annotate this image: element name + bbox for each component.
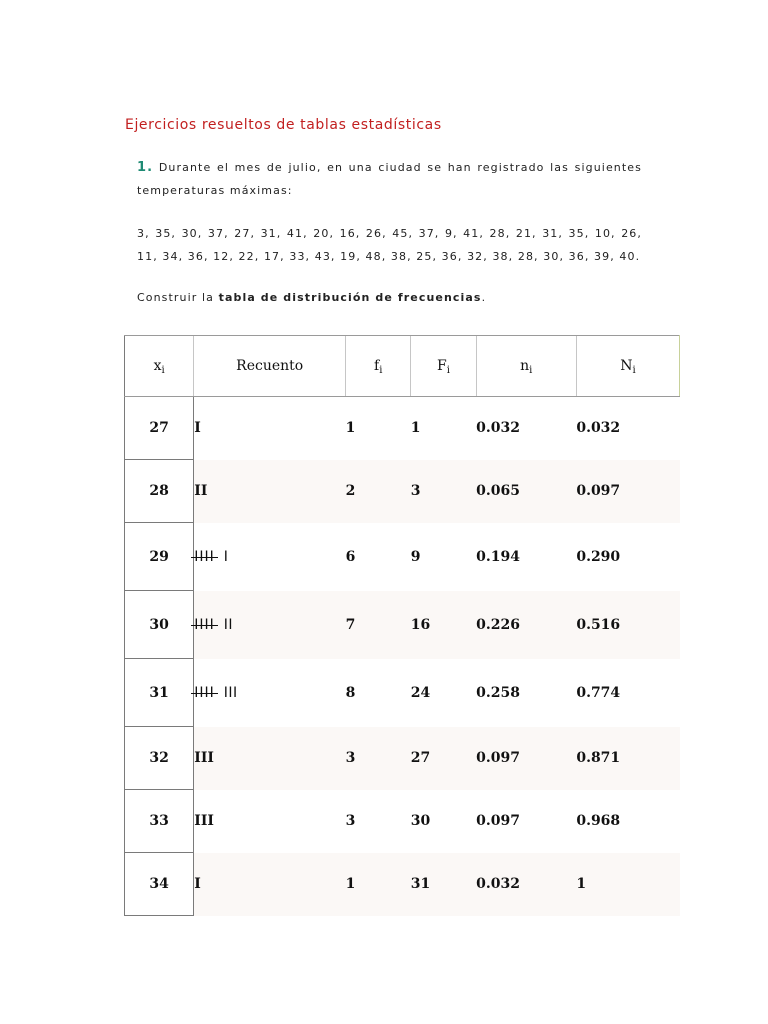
cell-n-value: 0.097 — [476, 813, 520, 829]
cell-f-value: 6 — [345, 548, 356, 565]
header-x-subscript: i — [161, 365, 165, 376]
cell-x-value: 28 — [125, 460, 194, 523]
cell-F-value: 27 — [411, 727, 476, 790]
cell-x-value: 31 — [125, 659, 194, 727]
page-title: Ejercicios resueltos de tablas estadísticas — [125, 117, 442, 133]
cell-x-value: 30 — [125, 591, 194, 659]
tally-five-group: IIII — [194, 684, 215, 701]
table-row — [125, 727, 680, 790]
cell-n-value: 0.097 — [476, 727, 576, 790]
cell-x-value: 33 — [125, 790, 194, 853]
table-row — [125, 460, 680, 523]
cell-N-value: 0.871 — [576, 727, 679, 790]
cell-f-value: 3 — [345, 813, 356, 829]
header-n-label: n — [520, 358, 530, 374]
header-recuento-label: Recuento — [236, 358, 304, 374]
task-instruction — [137, 286, 642, 309]
cell-f-value: 1 — [345, 420, 356, 437]
cell-n-value: 0.032 — [476, 420, 520, 437]
cell-n-value: 0.065 — [476, 460, 576, 523]
cell-recuento — [194, 591, 346, 659]
header-F-cumulative-subscript: i — [446, 365, 450, 376]
cell-F-value: 31 — [411, 853, 476, 916]
cell-N-value: 0.290 — [576, 548, 621, 565]
data-line-1: 3, 35, 30, 37, 27, 31, 41, 20, 16, 26, 45, 37, 9, 41, 28, 21, 31, 35, 10, 26, — [137, 227, 642, 240]
tally-marks: III — [194, 813, 214, 829]
table-header-row — [125, 336, 680, 397]
cell-recuento — [194, 397, 346, 460]
table-row — [125, 523, 680, 591]
exercise-number: 1. — [137, 160, 154, 175]
header-N-cumulative-label: N — [620, 358, 633, 374]
cell-recuento — [194, 460, 346, 523]
table-row — [125, 591, 680, 659]
cell-n-value: 0.226 — [476, 591, 576, 659]
cell-F-value: 1 — [410, 420, 421, 437]
cell-x-value: 34 — [125, 853, 194, 916]
header-F-cumulative — [411, 336, 476, 397]
cell-recuento — [194, 727, 346, 790]
cell-F-value: 30 — [410, 813, 431, 829]
task-suffix: . — [481, 291, 487, 304]
frequency-table — [124, 335, 680, 916]
header-x — [125, 336, 194, 397]
cell-F-value: 24 — [410, 684, 431, 701]
header-n — [476, 336, 576, 397]
cell-n-value: 0.258 — [476, 684, 520, 701]
header-f — [346, 336, 411, 397]
tally-marks: II — [223, 616, 233, 633]
exercise-statement — [137, 156, 642, 202]
tally-marks: III — [194, 750, 214, 766]
header-f-subscript: i — [379, 365, 383, 376]
header-F-cumulative-label: F — [437, 358, 447, 374]
cell-f-value: 1 — [346, 853, 411, 916]
tally-marks: I — [223, 548, 229, 565]
cell-f-value: 2 — [346, 460, 411, 523]
cell-recuento — [194, 659, 346, 727]
header-recuento — [194, 336, 346, 397]
header-N-cumulative-subscript: i — [632, 365, 636, 376]
header-N-cumulative — [576, 336, 679, 397]
table-row — [125, 790, 680, 853]
tally-marks: III — [223, 684, 238, 701]
statement-line-2: temperaturas máximas: — [137, 184, 293, 197]
statement-line-1: Durante el mes de julio, en una ciudad se han registrado las siguientes — [158, 161, 642, 174]
cell-f-value: 7 — [346, 591, 411, 659]
cell-F-value: 9 — [410, 548, 421, 565]
table-row — [125, 659, 680, 727]
cell-f-value: 8 — [345, 684, 356, 701]
header-f-label: f — [374, 358, 380, 374]
tally-five-group: IIII — [194, 616, 215, 633]
cell-f-value: 3 — [346, 727, 411, 790]
task-prefix: Construir la — [137, 291, 214, 304]
tally-five-group: IIII — [194, 548, 215, 565]
tally-marks: I — [194, 420, 201, 437]
cell-N-value: 1 — [576, 853, 679, 916]
temperature-data — [137, 222, 642, 268]
cell-N-value: 0.097 — [576, 460, 679, 523]
table-row — [125, 853, 680, 916]
tally-marks: I — [194, 876, 201, 892]
cell-n-value: 0.032 — [476, 853, 576, 916]
cell-F-value: 3 — [411, 460, 476, 523]
cell-recuento — [194, 523, 346, 591]
cell-F-value: 16 — [411, 591, 476, 659]
cell-N-value: 0.774 — [576, 684, 621, 701]
header-n-subscript: i — [529, 365, 533, 376]
cell-n-value: 0.194 — [476, 548, 520, 565]
tally-marks: II — [194, 483, 208, 499]
task-bold-text: tabla de distribución de frecuencias — [218, 291, 482, 304]
cell-x-value: 32 — [125, 727, 194, 790]
cell-N-value: 0.968 — [576, 813, 621, 829]
cell-x-value: 29 — [125, 523, 194, 591]
cell-x-value: 27 — [125, 397, 194, 460]
header-x-label: x — [153, 358, 162, 374]
cell-recuento — [194, 853, 346, 916]
table-body — [125, 397, 680, 916]
cell-N-value: 0.032 — [576, 420, 621, 437]
cell-N-value: 0.516 — [576, 591, 679, 659]
data-line-2: 11, 34, 36, 12, 22, 17, 33, 43, 19, 48, 38, 25, 36, 32, 38, 28, 30, 36, 39, 40. — [137, 250, 641, 263]
cell-recuento — [194, 790, 346, 853]
table-row — [125, 397, 680, 460]
